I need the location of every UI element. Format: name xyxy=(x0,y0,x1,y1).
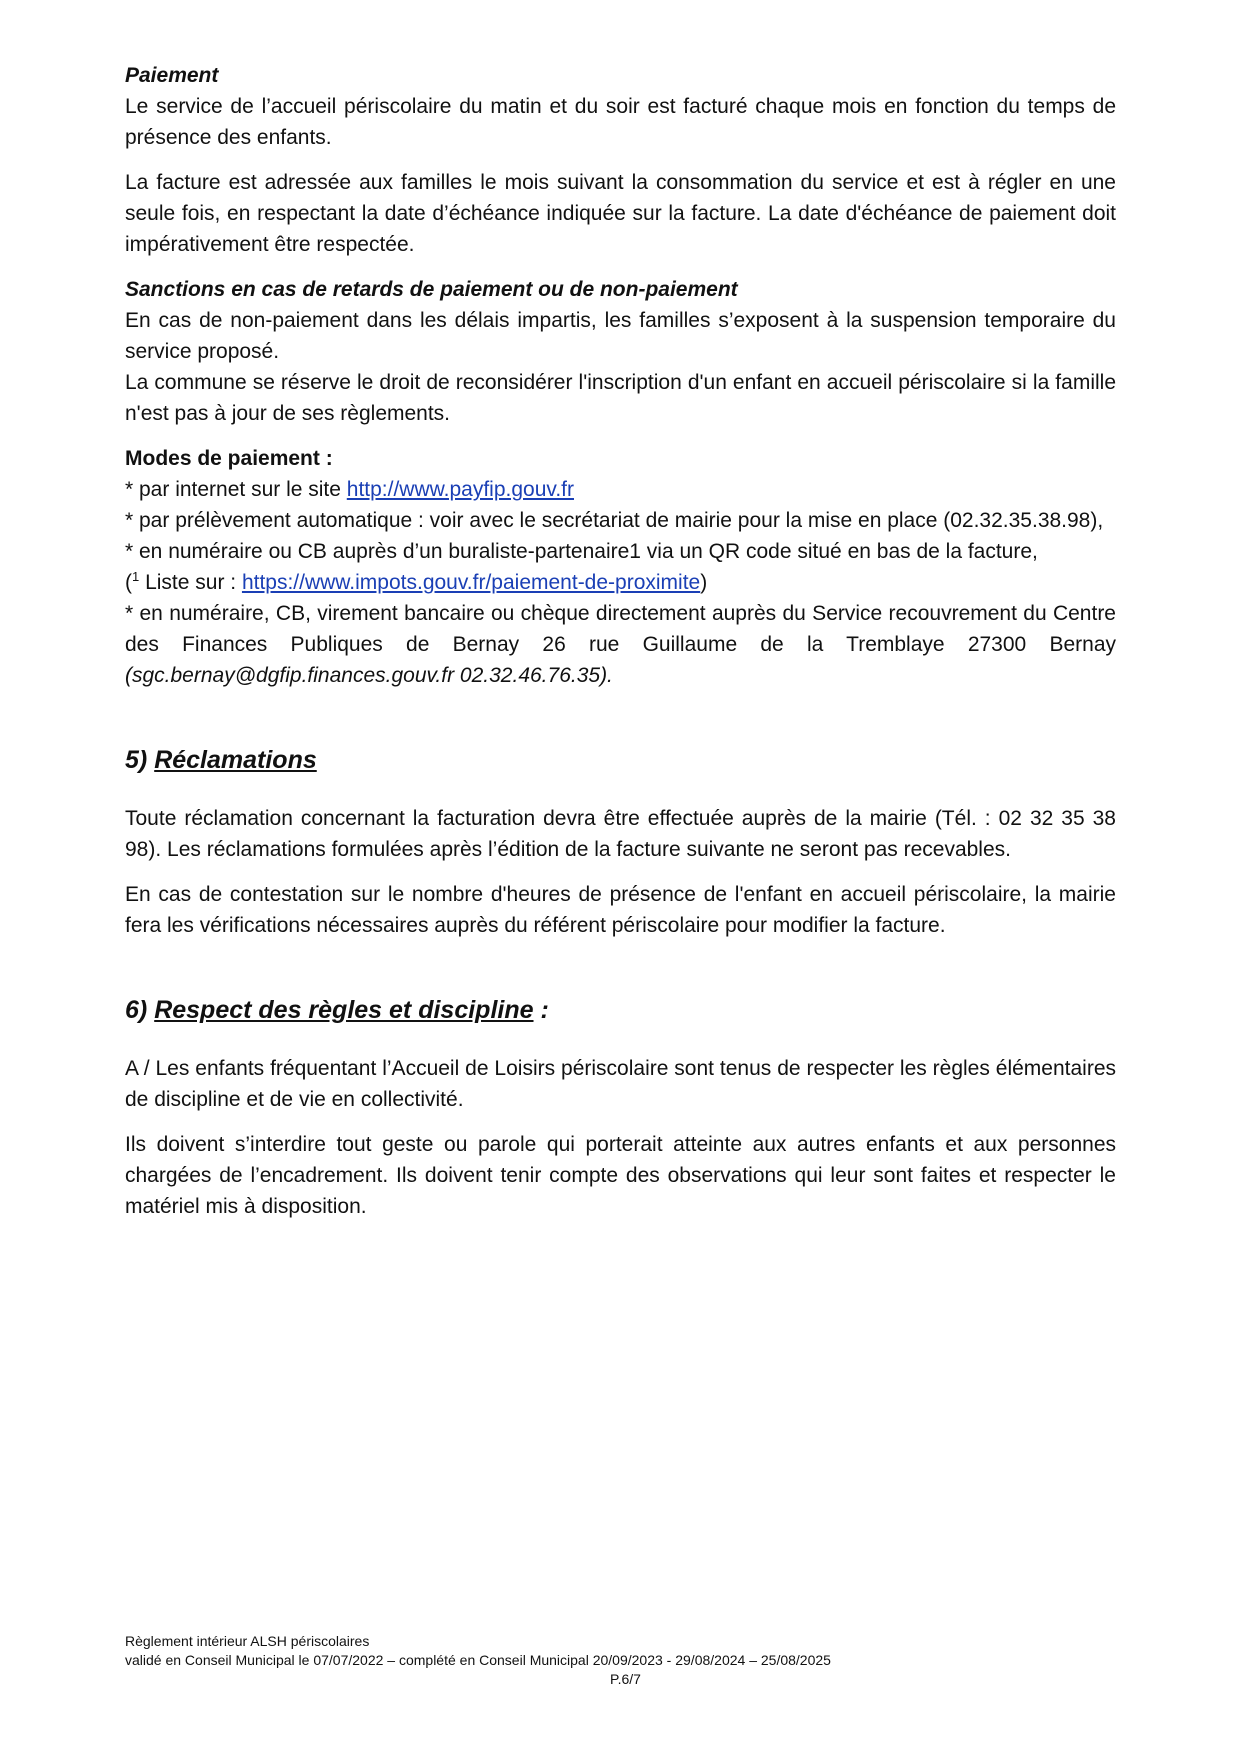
liste-close: ) xyxy=(700,571,708,594)
sanctions-title: Sanctions en cas de retards de paiement ou de non-paiement xyxy=(125,278,738,301)
section-6-suffix: : xyxy=(533,996,549,1024)
section-6-paragraph-2: Ils doivent s’interdire tout geste ou parole qui porterait atteinte aux autres enfants et aux personnes chargées de l’encadrement. Ils doivent tenir compte des observations qui leur sont faites et respecter le matériel mis à disposition. xyxy=(125,1133,1116,1218)
section-5-title: Réclamations xyxy=(154,746,317,774)
sanctions-block xyxy=(125,274,1116,429)
mode-prelevement: * par prélèvement automatique : voir avec le secrétariat de mairie pour la mise en place (02.32.35.38.98), xyxy=(125,509,1104,532)
mode-internet-text: * par internet sur le site xyxy=(125,478,347,501)
section-6-title: Respect des règles et discipline xyxy=(154,996,534,1024)
section-5-heading xyxy=(125,743,1116,777)
liste-prefix: Liste sur : xyxy=(139,571,242,594)
paiement-paragraph-2: La facture est adressée aux familles le mois suivant la consommation du service et est à régler en une seule fois, en respectant la date d’échéance indiquée sur la facture. La date d'échéance de paiement doit impérativement être respectée. xyxy=(125,171,1116,256)
impots-link[interactable]: https://www.impots.gouv.fr/paiement-de-proximite xyxy=(241,571,701,594)
mode-internet xyxy=(125,474,1116,505)
document-body xyxy=(125,60,1116,1236)
paiement-block xyxy=(125,60,1116,153)
page-footer xyxy=(125,1632,1116,1689)
section-6-paragraph-1: A / Les enfants fréquentant l’Accueil de Loisirs périscolaire sont tenus de respecter les règles élémentaires de discipline et de vie en collectivité. xyxy=(125,1057,1116,1111)
paiement-title: Paiement xyxy=(125,64,219,87)
sanctions-line-2: La commune se réserve le droit de reconsidérer l'inscription d'un enfant en accueil périscolaire si la famille n'est pas à jour de ses règlements. xyxy=(125,371,1116,425)
sgc-contact: (sgc.bernay@dgfip.finances.gouv.fr 02.32.46.76.35). xyxy=(125,664,613,687)
sanctions-line-1: En cas de non-paiement dans les délais impartis, les familles s’exposent à la suspension temporaire du service proposé. xyxy=(125,309,1116,363)
section-5-paragraph-2: En cas de contestation sur le nombre d'heures de présence de l'enfant en accueil périscolaire, la mairie fera les vérifications nécessaires auprès du référent périscolaire pour modifier la facture. xyxy=(125,883,1116,937)
payfip-link[interactable]: http://www.payfip.gouv.fr xyxy=(346,478,574,501)
liste-open: ( xyxy=(125,571,132,594)
footer-title: Règlement intérieur ALSH périscolaires xyxy=(125,1633,370,1649)
footnote-marker: 1 xyxy=(132,569,140,584)
mode-liste xyxy=(125,567,1116,598)
mode-buraliste: * en numéraire ou CB auprès d’un buraliste-partenaire1 via un QR code situé en bas de la facture, xyxy=(125,540,1038,563)
modes-title: Modes de paiement : xyxy=(125,447,333,470)
mode-numeraire-text: * en numéraire, CB, virement bancaire ou chèque directement auprès du Service recouvrement du Centre des Finances Publiques de Bernay 26 rue Guillaume de la Tremblaye 27300 Bernay xyxy=(125,602,1116,656)
section-5-paragraph-1: Toute réclamation concernant la facturation devra être effectuée auprès de la mairie (Tél. : 02 32 35 38 98). Les réclamations formulées après l’édition de la facture suivante ne seront pas recevables. xyxy=(125,807,1116,861)
section-6-number: 6) xyxy=(125,996,155,1024)
modes-block xyxy=(125,443,1116,691)
section-6-heading xyxy=(125,993,1116,1027)
mode-numeraire xyxy=(125,598,1116,691)
footer-validation: validé en Conseil Municipal le 07/07/2022 – complété en Conseil Municipal 20/09/2023 - 29/08/2024 – 25/08/2025 xyxy=(125,1652,831,1668)
page-number: P.6/7 xyxy=(610,1671,641,1687)
section-5-number: 5) xyxy=(125,746,155,774)
paiement-paragraph-1: Le service de l’accueil périscolaire du matin et du soir est facturé chaque mois en fonction du temps de présence des enfants. xyxy=(125,95,1116,149)
